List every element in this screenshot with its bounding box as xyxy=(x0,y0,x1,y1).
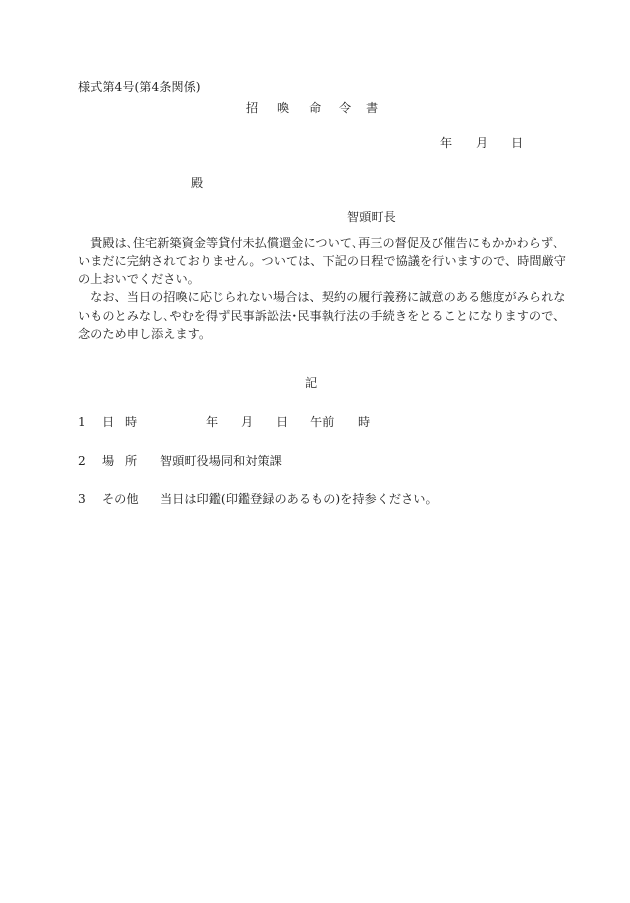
date-day: 日 xyxy=(511,136,524,150)
body-line: の上おいでください。 xyxy=(78,272,200,286)
item-label: その他 xyxy=(102,492,139,506)
item-number: 2 xyxy=(78,454,86,468)
item-value: 当日は印鑑(印鑑登録のあるもの)を持参ください。 xyxy=(160,492,438,506)
item-day: 日 xyxy=(276,415,289,429)
issuer: 智頭町長 xyxy=(347,210,396,224)
item-year: 年 xyxy=(206,415,219,429)
item-ampm: 午前 xyxy=(310,415,335,429)
item-label: 所 xyxy=(125,454,138,468)
item-month: 月 xyxy=(241,415,254,429)
title-char: 命 xyxy=(309,101,322,115)
form-number: 様式第4号(第4条関係) xyxy=(78,80,201,94)
item-value: 智頭町役場同和対策課 xyxy=(160,454,282,468)
title-char: 招 xyxy=(246,101,259,115)
body-line: なお、当日の招喚に応じられない場合は、契約の履行義務に誠意のある態度がみられな xyxy=(78,290,566,304)
body-line: いものとみなし､やむを得ず民事訴訟法･民事執行法の手続きをとることになりますので、 xyxy=(78,309,566,323)
item-number: 3 xyxy=(78,492,86,506)
item-label: 日 xyxy=(102,415,115,429)
body-line: 念のため申し添えます。 xyxy=(78,327,212,341)
date-month: 月 xyxy=(476,136,489,150)
title-char: 喚 xyxy=(277,101,290,115)
body-line: 貴殿は､住宅新築資金等貸付未払償還金について､再三の督促及び催告にもかかわらず､ xyxy=(78,236,560,250)
title-char: 書 xyxy=(366,101,379,115)
body-line: いまだに完納されておりません。ついては、下記の日程で協議を行いますので、時間厳守 xyxy=(78,254,566,268)
ki-heading: 記 xyxy=(305,376,318,390)
date-year: 年 xyxy=(440,136,453,150)
item-number: 1 xyxy=(78,415,86,429)
item-hour: 時 xyxy=(358,415,371,429)
addressee-suffix: 殿 xyxy=(191,176,204,190)
item-label: 場 xyxy=(102,454,115,468)
title-char: 令 xyxy=(339,101,352,115)
item-label: 時 xyxy=(125,415,138,429)
